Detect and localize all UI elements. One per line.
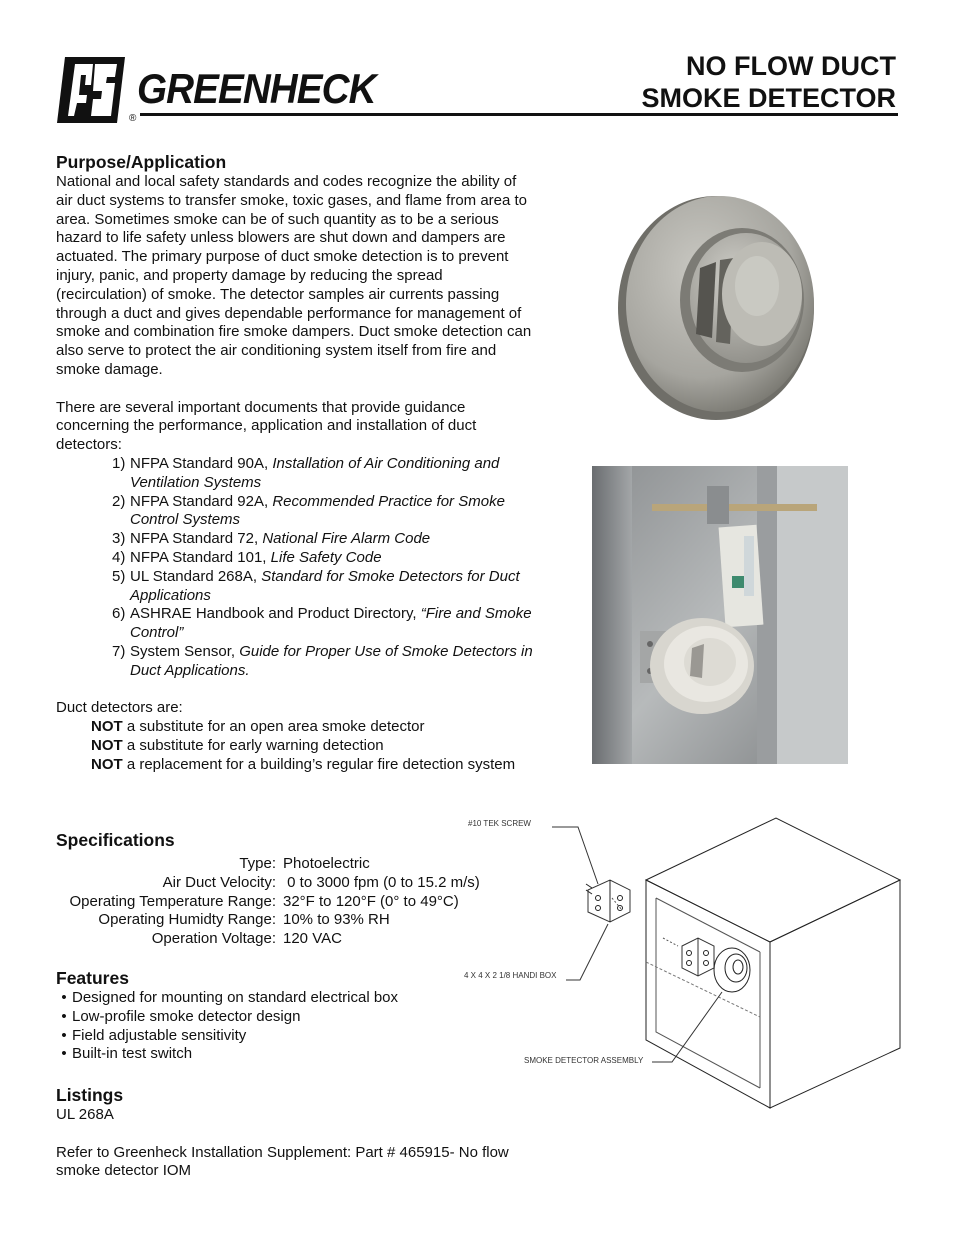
reference-title: Standard for Smoke Detectors for Duct Applications — [130, 567, 520, 604]
reference-item — [112, 455, 536, 493]
bullet-icon: • — [61, 1007, 67, 1025]
purpose-paragraph-2: There are several important documents that provide guidance concerning the performance, application and installation of duct detectors: — [56, 398, 477, 454]
spec-value: 0 to 3000 fpm (0 to 15.2 m/s) — [283, 873, 480, 891]
reference-list — [56, 455, 536, 681]
not-keyword: NOT — [91, 736, 123, 754]
installation-note: Refer to Greenheck Installation Supplement: Part # 465915- No flow smoke detector IOM — [56, 1143, 509, 1180]
label-detector-assembly: SMOKE DETECTOR ASSEMBLY — [524, 1056, 644, 1065]
spec-key: Operation Voltage: — [151, 930, 276, 948]
greenheck-logo-icon — [55, 55, 127, 125]
reference-source: NFPA Standard 101, — [130, 548, 271, 566]
feature-text: Field adjustable sensitivity — [72, 1026, 247, 1044]
not-keyword: NOT — [91, 755, 123, 773]
label-handi-box: 4 X 4 X 2 1/8 HANDI BOX — [464, 971, 557, 980]
reference-number: 2) — [112, 492, 126, 510]
label-tek-screw: #10 TEK SCREW — [468, 819, 531, 828]
registered-mark: ® — [129, 113, 137, 124]
purpose-paragraph-1: National and local safety standards and codes recognize the ability of air duct systems to transfer smoke, toxic gases, and flame from area to area. Sometimes smoke can be of such quantity as to be a serious hazard to life safety unless blowers are shut down and dampers are actuated. The primary purpose of duct smoke detection is to prevent injury, panic, and property damage by reducing the spread (recirculation) of smoke. The detector samples air currents passing through a duct and gives dependable performance for management of smoke and combination fire smoke dampers. Duct smoke detection can also serve to protect the air conditioning system itself from fire and smoke damage. — [56, 173, 532, 378]
brand-name: GREENHECK — [137, 65, 376, 112]
reference-number: 7) — [112, 642, 126, 660]
purpose-heading: Purpose/Application — [56, 152, 227, 172]
features-heading: Features — [56, 968, 129, 988]
bullet-icon: • — [61, 1045, 67, 1063]
duct-top-face — [646, 818, 900, 942]
purpose-section — [56, 152, 536, 775]
not-item — [56, 737, 536, 756]
feature-text: Designed for mounting on standard electrical box — [72, 989, 399, 1006]
reference-number: 4) — [112, 548, 126, 566]
duct-side-face — [770, 880, 900, 1108]
spec-value: 10% to 93% RH — [283, 911, 390, 929]
spec-value: 32°F to 120°F (0° to 49°C) — [283, 892, 459, 910]
feature-text: Built-in test switch — [72, 1045, 193, 1063]
document-title — [641, 50, 896, 114]
greenheck-logo — [55, 55, 400, 127]
reference-number: 5) — [112, 567, 126, 585]
not-text: a substitute for early warning detection — [122, 736, 384, 754]
reference-number: 1) — [112, 454, 126, 472]
installation-diagram — [460, 812, 920, 1112]
reference-source: ASHRAE Handbook and Product Directory, — [130, 605, 421, 623]
feature-text: Low-profile smoke detector design — [72, 1007, 301, 1025]
reference-title: Installation of Air Conditioning and Ventilation Systems — [130, 454, 500, 491]
reference-title: Recommended Practice for Smoke Control Systems — [130, 492, 505, 529]
reference-source: UL Standard 268A, — [130, 567, 262, 585]
bullet-icon: • — [61, 1026, 67, 1044]
reference-source: System Sensor, — [130, 642, 240, 660]
duct-detectors-intro: Duct detectors are: — [56, 699, 183, 717]
reference-item — [112, 530, 536, 549]
reference-number: 3) — [112, 530, 126, 548]
not-item — [56, 718, 536, 737]
specifications-heading: Specifications — [56, 830, 175, 850]
spec-value: 120 VAC — [283, 930, 342, 948]
not-keyword: NOT — [91, 718, 123, 736]
listings-heading: Listings — [56, 1085, 124, 1105]
reference-source: NFPA Standard 92A, — [130, 492, 273, 510]
reference-title: “Fire and Smoke Control” — [130, 605, 532, 642]
reference-number: 6) — [112, 605, 126, 623]
title-line-1: NO FLOW DUCT — [686, 51, 896, 81]
smoke-detector-photo — [612, 188, 824, 426]
listings-value: UL 268A — [56, 1106, 114, 1123]
reference-source: NFPA Standard 90A, — [130, 454, 273, 472]
duct-installation-photo — [592, 466, 848, 764]
reference-item — [112, 568, 536, 606]
not-text: a replacement for a building’s regular fire detection system — [122, 755, 516, 773]
reference-title: Guide for Proper Use of Smoke Detectors in Duct Applications. — [130, 642, 533, 679]
not-text: a substitute for an open area smoke detector — [122, 718, 425, 736]
bullet-icon: • — [61, 989, 67, 1006]
spec-key: Type: — [239, 855, 276, 872]
reference-item — [112, 493, 536, 531]
title-line-2: SMOKE DETECTOR — [641, 83, 896, 113]
spec-key: Operating Humidty Range: — [98, 911, 276, 929]
reference-item — [112, 605, 536, 643]
reference-title: Life Safety Code — [270, 548, 382, 566]
reference-title: National Fire Alarm Code — [262, 530, 431, 548]
reference-source: NFPA Standard 72, — [130, 530, 263, 548]
duct-front-face — [646, 880, 770, 1108]
not-list — [56, 718, 536, 774]
spec-key: Air Duct Velocity: — [162, 873, 276, 891]
spec-key: Operating Temperature Range: — [69, 892, 276, 910]
spec-value: Photoelectric — [283, 855, 370, 872]
not-item — [56, 756, 536, 775]
reference-item — [112, 549, 536, 568]
reference-item — [112, 643, 536, 681]
